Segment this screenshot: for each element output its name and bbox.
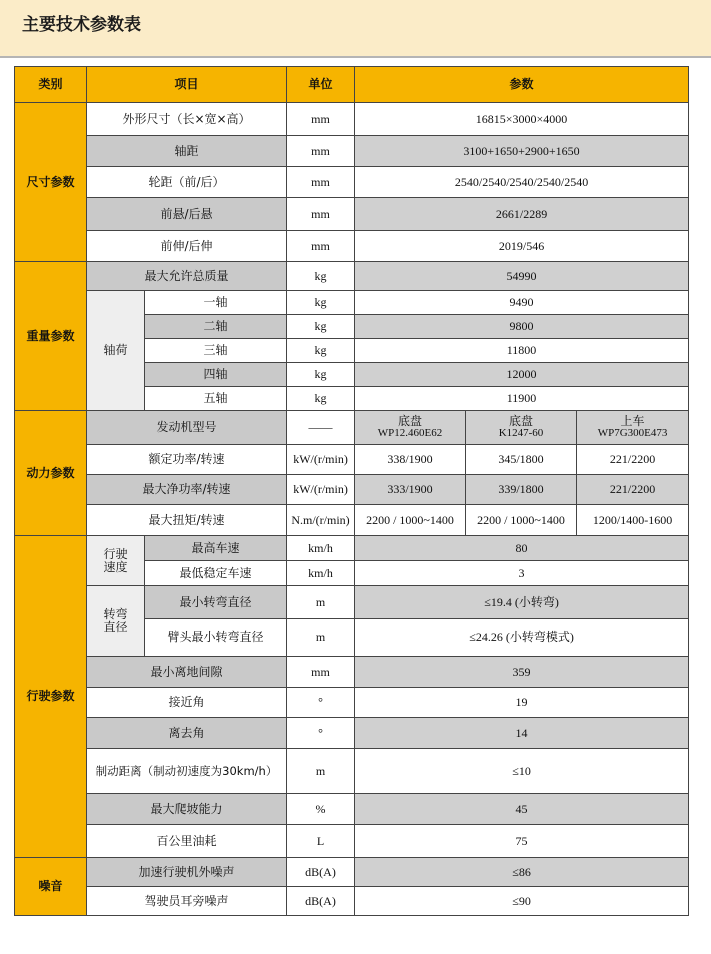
param-row-track [15,167,689,198]
param-unit: kg [287,339,355,363]
param-unit: kW/(r/min) [287,445,355,475]
param-label: 二轴 [145,315,287,339]
param-row-engine-model [15,411,689,445]
param-label: 制动距离（制动初速度为30km/h） [87,749,287,794]
param-value: 80 [355,536,689,561]
param-value: 1200/1400-1600 [577,505,689,536]
param-row-overhang [15,198,689,231]
param-label: 臂头最小转弯直径 [145,619,287,657]
param-value: 54990 [355,262,689,291]
param-unit: mm [287,231,355,262]
param-row-wheelbase [15,136,689,167]
param-label: 五轴 [145,387,287,411]
param-unit: m [287,749,355,794]
engine-model: WP12.460E62 [377,427,443,440]
param-unit: mm [287,167,355,198]
param-label: 前悬/后悬 [87,198,287,231]
param-label: 最大爬坡能力 [87,794,287,825]
axle-load-label: 轴荷 [87,291,145,411]
param-value: 3100+1650+2900+1650 [355,136,689,167]
param-value: 359 [355,657,689,688]
param-value: 12000 [355,363,689,387]
param-unit: kg [287,262,355,291]
param-value: 2540/2540/2540/2540/2540 [355,167,689,198]
param-value: 2200 / 1000~1400 [466,505,577,536]
param-label: 接近角 [87,688,287,718]
param-value: 9490 [355,291,689,315]
engine-upper [577,411,689,445]
header-value: 参数 [355,67,689,103]
param-row-exterior-noise [15,858,689,887]
category-weight: 重量参数 [15,262,87,411]
param-value: 11900 [355,387,689,411]
param-label: 轴距 [87,136,287,167]
param-unit: dB(A) [287,887,355,916]
param-label: 百公里油耗 [87,825,287,858]
header-row [15,67,689,103]
param-unit: m [287,619,355,657]
param-unit: —— [287,411,355,445]
param-value: ≤24.26 (小转弯模式) [355,619,689,657]
param-unit: kg [287,363,355,387]
param-value: 19 [355,688,689,718]
header-unit: 单位 [287,67,355,103]
param-row-max-torque [15,505,689,536]
header-item: 项目 [87,67,287,103]
engine-group-label: 底盘 [509,414,534,429]
turn-group-label: 转弯直径 [87,586,145,657]
param-value: 333/1900 [355,475,466,505]
param-value: 2661/2289 [355,198,689,231]
param-unit: kg [287,291,355,315]
param-value: 221/2200 [577,445,689,475]
engine-chassis-2 [466,411,577,445]
param-value: ≤10 [355,749,689,794]
param-unit: km/h [287,536,355,561]
param-row-departure-angle [15,718,689,749]
param-value: ≤90 [355,887,689,916]
category-size: 尺寸参数 [15,103,87,262]
param-unit: % [287,794,355,825]
param-label: 最大允许总质量 [87,262,287,291]
param-unit: m [287,586,355,619]
param-value: 75 [355,825,689,858]
param-label: 前伸/后伸 [87,231,287,262]
param-label: 最高车速 [145,536,287,561]
param-label: 加速行驶机外噪声 [87,858,287,887]
param-row-extension [15,231,689,262]
param-row-approach-angle [15,688,689,718]
param-value: ≤86 [355,858,689,887]
param-label: 最大净功率/转速 [87,475,287,505]
param-value: 221/2200 [577,475,689,505]
param-row-driver-ear-noise [15,887,689,916]
spec-table [14,66,689,916]
param-label: 最大扭矩/转速 [87,505,287,536]
param-label: 离去角 [87,718,287,749]
param-unit: L [287,825,355,858]
param-row-max-grade [15,794,689,825]
param-unit: kW/(r/min) [287,475,355,505]
param-label: 一轴 [145,291,287,315]
engine-model: WP7G300E473 [597,427,668,440]
param-row-net-power [15,475,689,505]
param-value: ≤19.4 (小转弯) [355,586,689,619]
param-unit: mm [287,198,355,231]
speed-group-label: 行驶速度 [87,536,145,586]
engine-group-label: 上车 [620,414,645,429]
engine-model: K1247-60 [498,427,544,440]
param-unit: ° [287,718,355,749]
param-label: 三轴 [145,339,287,363]
param-unit: mm [287,136,355,167]
param-label: 轮距（前/后） [87,167,287,198]
param-unit: mm [287,657,355,688]
param-row-axle-1 [15,291,689,315]
param-unit: N.m/(r/min) [287,505,355,536]
param-value: 16815×3000×4000 [355,103,689,136]
category-power: 动力参数 [15,411,87,536]
param-unit: km/h [287,561,355,586]
param-value: 338/1900 [355,445,466,475]
param-value: 345/1800 [466,445,577,475]
param-label: 额定功率/转速 [87,445,287,475]
param-label: 驾驶员耳旁噪声 [87,887,287,916]
title-banner [0,0,711,58]
param-row-total-mass [15,262,689,291]
param-unit: ° [287,688,355,718]
param-label: 外形尺寸（长×宽×高） [87,103,287,136]
param-label: 四轴 [145,363,287,387]
param-unit: kg [287,387,355,411]
param-value: 45 [355,794,689,825]
param-value: 2200 / 1000~1400 [355,505,466,536]
category-noise: 噪音 [15,858,87,916]
param-row-max-speed [15,536,689,561]
param-row-ground-clearance [15,657,689,688]
header-category: 类别 [15,67,87,103]
param-value: 339/1800 [466,475,577,505]
param-value: 14 [355,718,689,749]
param-label: 发动机型号 [87,411,287,445]
param-label: 最小转弯直径 [145,586,287,619]
page-title: 主要技术参数表 [22,15,141,35]
param-unit: kg [287,315,355,339]
engine-group-label: 底盘 [398,414,423,429]
param-row-overall-dimensions [15,103,689,136]
category-drive: 行驶参数 [15,536,87,858]
param-row-min-turn-diameter [15,586,689,619]
param-label: 最低稳定车速 [145,561,287,586]
param-row-fuel-consumption [15,825,689,858]
param-unit: mm [287,103,355,136]
param-label: 最小离地间隙 [87,657,287,688]
param-unit: dB(A) [287,858,355,887]
param-value: 11800 [355,339,689,363]
engine-chassis-1 [355,411,466,445]
param-row-braking-distance [15,749,689,794]
param-value: 3 [355,561,689,586]
param-value: 2019/546 [355,231,689,262]
param-row-rated-power [15,445,689,475]
param-value: 9800 [355,315,689,339]
